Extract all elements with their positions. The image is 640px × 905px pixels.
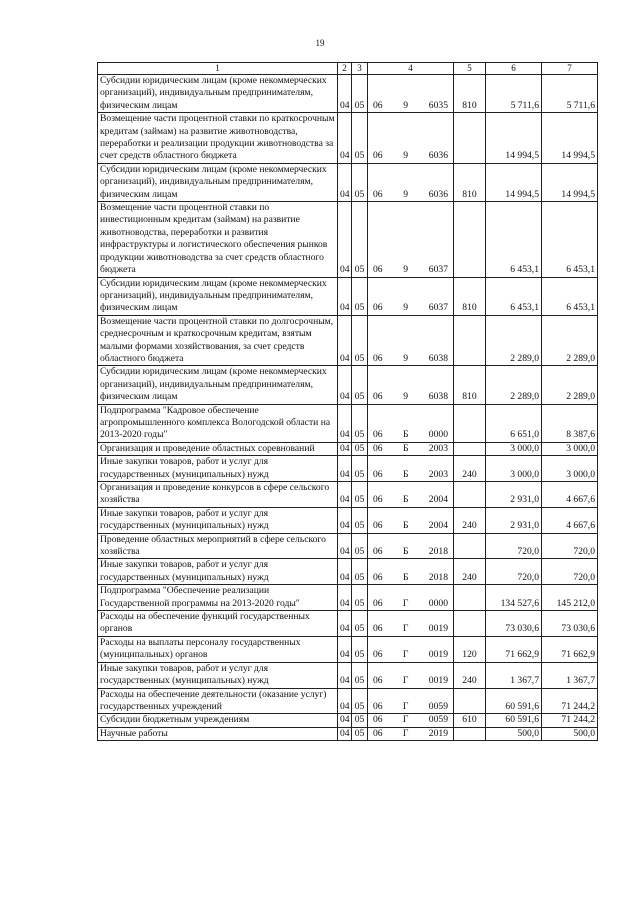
target-article-part: 06 bbox=[373, 675, 383, 687]
section-code-cell: 04 bbox=[338, 714, 352, 727]
expense-name-cell: Иные закупки товаров, работ и услуг для государственных (муниципальных) нужд bbox=[98, 456, 338, 482]
target-article-cell bbox=[368, 75, 454, 113]
section-code-cell: 04 bbox=[338, 456, 352, 482]
table-row bbox=[98, 585, 598, 611]
table-body bbox=[98, 75, 598, 741]
amount-2014-cell: 2 931,0 bbox=[486, 507, 542, 533]
target-article-code bbox=[370, 443, 451, 455]
target-article-part: 0019 bbox=[428, 623, 448, 635]
expense-name-cell: Подпрограмма "Кадровое обеспечение агропромышленного комплекса Вологодской области на 2013-2020 годы" bbox=[98, 404, 338, 442]
target-article-code bbox=[370, 701, 451, 713]
column-header: 7 bbox=[542, 63, 598, 75]
target-article-cell bbox=[368, 714, 454, 727]
target-article-code bbox=[370, 302, 451, 314]
table-row bbox=[98, 163, 598, 201]
target-article-code bbox=[370, 353, 451, 365]
target-article-part: 2003 bbox=[428, 442, 448, 454]
table-row bbox=[98, 277, 598, 315]
target-article-part: 6037 bbox=[428, 264, 448, 276]
table-row bbox=[98, 315, 598, 366]
target-article-part: 9 bbox=[403, 188, 409, 200]
target-article-part: 06 bbox=[373, 468, 383, 480]
amount-2014-cell: 500,0 bbox=[486, 727, 542, 740]
target-article-part: Г bbox=[402, 675, 409, 687]
target-article-part: 06 bbox=[373, 623, 383, 635]
target-article-part: 06 bbox=[373, 727, 383, 739]
target-article-part: Г bbox=[402, 597, 409, 609]
target-article-part: 9 bbox=[403, 302, 409, 314]
column-header: 4 bbox=[368, 63, 454, 75]
expense-name-cell: Субсидии юридическим лицам (кроме некоммерческих организаций), индивидуальным предпринимателям, физическим лицам bbox=[98, 75, 338, 113]
target-article-part: 06 bbox=[373, 597, 383, 609]
section-code-cell: 04 bbox=[338, 75, 352, 113]
expense-type-cell bbox=[454, 611, 486, 637]
expense-name-cell: Иные закупки товаров, работ и услуг для государственных (муниципальных) нужд bbox=[98, 559, 338, 585]
amount-2015-cell: 14 994,5 bbox=[542, 113, 598, 164]
amount-2015-cell: 500,0 bbox=[542, 727, 598, 740]
amount-2014-cell: 6 453,1 bbox=[486, 202, 542, 277]
amount-2015-cell: 6 453,1 bbox=[542, 202, 598, 277]
target-article-code bbox=[370, 264, 451, 276]
expense-name-cell: Возмещение части процентной ставки по инвестиционным кредитам (займам) на развитие животноводства, переработки и развития инфраструктуры и логистического обеспечения рынков продукции животноводства за счет средств областного бюджета bbox=[98, 202, 338, 277]
amount-2015-cell: 720,0 bbox=[542, 533, 598, 559]
target-article-part: 06 bbox=[373, 571, 383, 583]
amount-2015-cell: 2 289,0 bbox=[542, 366, 598, 404]
target-article-code bbox=[370, 572, 451, 584]
target-article-part: 9 bbox=[403, 391, 409, 403]
expense-name-cell: Субсидии юридическим лицам (кроме некоммерческих организаций), индивидуальным предпринимателям, физическим лицам bbox=[98, 366, 338, 404]
subsection-code-cell: 05 bbox=[352, 113, 368, 164]
section-code-cell: 04 bbox=[338, 366, 352, 404]
amount-2014-cell: 2 931,0 bbox=[486, 482, 542, 508]
target-article-code bbox=[370, 391, 451, 403]
target-article-part: 6036 bbox=[428, 150, 448, 162]
target-article-code bbox=[370, 150, 451, 162]
section-code-cell: 04 bbox=[338, 113, 352, 164]
expense-name-cell: Возмещение части процентной ставки по долгосрочным, среднесрочным и краткосрочным кредитам, взятым малыми формами хозяйствования, за счет средств областного бюджета bbox=[98, 315, 338, 366]
target-article-code bbox=[370, 728, 451, 740]
amount-2015-cell: 1 367,7 bbox=[542, 662, 598, 688]
target-article-part: 06 bbox=[373, 188, 383, 200]
target-article-code bbox=[370, 494, 451, 506]
expense-type-cell: 810 bbox=[454, 75, 486, 113]
table-row bbox=[98, 75, 598, 113]
target-article-part: 2004 bbox=[428, 520, 448, 532]
expense-name-cell: Субсидии бюджетным учреждениям bbox=[98, 714, 338, 727]
subsection-code-cell: 05 bbox=[352, 482, 368, 508]
expense-type-cell: 610 bbox=[454, 714, 486, 727]
target-article-part: 2019 bbox=[428, 727, 448, 739]
table-row bbox=[98, 714, 598, 727]
amount-2015-cell: 8 387,6 bbox=[542, 404, 598, 442]
target-article-part: 6038 bbox=[428, 352, 448, 364]
amount-2015-cell: 6 453,1 bbox=[542, 277, 598, 315]
subsection-code-cell: 05 bbox=[352, 611, 368, 637]
column-header: 3 bbox=[352, 63, 368, 75]
table-row bbox=[98, 456, 598, 482]
subsection-code-cell: 05 bbox=[352, 315, 368, 366]
amount-2015-cell: 4 667,6 bbox=[542, 507, 598, 533]
target-article-part: 06 bbox=[373, 649, 383, 661]
amount-2014-cell: 2 289,0 bbox=[486, 366, 542, 404]
target-article-part: 06 bbox=[373, 546, 383, 558]
target-article-cell bbox=[368, 611, 454, 637]
amount-2014-cell: 73 030,6 bbox=[486, 611, 542, 637]
target-article-part: 9 bbox=[403, 352, 409, 364]
target-article-part: 2018 bbox=[428, 546, 448, 558]
table-row bbox=[98, 482, 598, 508]
target-article-code bbox=[370, 623, 451, 635]
target-article-cell bbox=[368, 442, 454, 455]
target-article-part: Г bbox=[402, 714, 409, 726]
subsection-code-cell: 05 bbox=[352, 727, 368, 740]
expense-name-cell: Научные работы bbox=[98, 727, 338, 740]
section-code-cell: 04 bbox=[338, 202, 352, 277]
amount-2014-cell: 6 651,0 bbox=[486, 404, 542, 442]
column-header: 2 bbox=[338, 63, 352, 75]
expense-type-cell: 120 bbox=[454, 636, 486, 662]
subsection-code-cell: 05 bbox=[352, 688, 368, 714]
amount-2014-cell: 134 527,6 bbox=[486, 585, 542, 611]
subsection-code-cell: 05 bbox=[352, 75, 368, 113]
expense-type-cell bbox=[454, 533, 486, 559]
subsection-code-cell: 05 bbox=[352, 442, 368, 455]
target-article-cell bbox=[368, 727, 454, 740]
target-article-part: 06 bbox=[373, 442, 383, 454]
target-article-part: 06 bbox=[373, 264, 383, 276]
expense-type-cell bbox=[454, 404, 486, 442]
target-article-part: 9 bbox=[403, 264, 409, 276]
section-code-cell: 04 bbox=[338, 533, 352, 559]
expense-name-cell: Субсидии юридическим лицам (кроме некоммерческих организаций), индивидуальным предпринимателям, физическим лицам bbox=[98, 277, 338, 315]
expense-type-cell bbox=[454, 113, 486, 164]
expense-name-cell: Расходы на обеспечение функций государственных органов bbox=[98, 611, 338, 637]
table-row bbox=[98, 404, 598, 442]
target-article-cell bbox=[368, 315, 454, 366]
target-article-part: 06 bbox=[373, 494, 383, 506]
target-article-part: 0059 bbox=[428, 700, 448, 712]
subsection-code-cell: 05 bbox=[352, 277, 368, 315]
subsection-code-cell: 05 bbox=[352, 585, 368, 611]
section-code-cell: 04 bbox=[338, 482, 352, 508]
table-row bbox=[98, 202, 598, 277]
target-article-part: Б bbox=[402, 442, 409, 454]
subsection-code-cell: 05 bbox=[352, 163, 368, 201]
target-article-part: 9 bbox=[403, 99, 409, 111]
target-article-part: Б bbox=[402, 429, 409, 441]
amount-2014-cell: 5 711,6 bbox=[486, 75, 542, 113]
amount-2015-cell: 14 994,5 bbox=[542, 163, 598, 201]
target-article-part: 06 bbox=[373, 429, 383, 441]
target-article-cell bbox=[368, 202, 454, 277]
target-article-cell bbox=[368, 662, 454, 688]
target-article-part: 0000 bbox=[428, 429, 448, 441]
section-code-cell: 04 bbox=[338, 727, 352, 740]
target-article-part: 06 bbox=[373, 150, 383, 162]
table-row bbox=[98, 611, 598, 637]
amount-2015-cell: 73 030,6 bbox=[542, 611, 598, 637]
target-article-part: 06 bbox=[373, 714, 383, 726]
table-row bbox=[98, 366, 598, 404]
expense-name-cell: Расходы на обеспечение деятельности (оказание услуг) государственных учреждений bbox=[98, 688, 338, 714]
target-article-part: 0019 bbox=[428, 649, 448, 661]
amount-2014-cell: 71 662,9 bbox=[486, 636, 542, 662]
table-row bbox=[98, 662, 598, 688]
expense-type-cell: 240 bbox=[454, 507, 486, 533]
amount-2014-cell: 3 000,0 bbox=[486, 456, 542, 482]
amount-2015-cell: 145 212,0 bbox=[542, 585, 598, 611]
target-article-code bbox=[370, 189, 451, 201]
section-code-cell: 04 bbox=[338, 442, 352, 455]
target-article-cell bbox=[368, 636, 454, 662]
amount-2014-cell: 60 591,6 bbox=[486, 688, 542, 714]
amount-2015-cell: 3 000,0 bbox=[542, 442, 598, 455]
expense-name-cell: Субсидии юридическим лицам (кроме некоммерческих организаций), индивидуальным предпринимателям, физическим лицам bbox=[98, 163, 338, 201]
target-article-part: 0059 bbox=[428, 714, 448, 726]
subsection-code-cell: 05 bbox=[352, 507, 368, 533]
section-code-cell: 04 bbox=[338, 277, 352, 315]
amount-2014-cell: 14 994,5 bbox=[486, 113, 542, 164]
target-article-part: Б bbox=[402, 546, 409, 558]
expense-type-cell bbox=[454, 442, 486, 455]
section-code-cell: 04 bbox=[338, 585, 352, 611]
table-row bbox=[98, 507, 598, 533]
table-row bbox=[98, 727, 598, 740]
target-article-part: Б bbox=[402, 494, 409, 506]
target-article-part: 2018 bbox=[428, 571, 448, 583]
expense-name-cell: Организация и проведение областных соревнований bbox=[98, 442, 338, 455]
expense-type-cell bbox=[454, 585, 486, 611]
table-row bbox=[98, 559, 598, 585]
target-article-cell bbox=[368, 507, 454, 533]
target-article-cell bbox=[368, 277, 454, 315]
subsection-code-cell: 05 bbox=[352, 662, 368, 688]
column-header: 5 bbox=[454, 63, 486, 75]
target-article-code bbox=[370, 675, 451, 687]
subsection-code-cell: 05 bbox=[352, 366, 368, 404]
target-article-cell bbox=[368, 482, 454, 508]
expense-name-cell: Возмещение части процентной ставки по краткосрочным кредитам (займам) на развитие животноводства, переработки и реализации продукции животноводства за счет средств областного бюджета bbox=[98, 113, 338, 164]
target-article-cell bbox=[368, 404, 454, 442]
page-number: 19 bbox=[315, 38, 325, 48]
amount-2014-cell: 1 367,7 bbox=[486, 662, 542, 688]
target-article-part: 06 bbox=[373, 99, 383, 111]
target-article-cell bbox=[368, 688, 454, 714]
amount-2015-cell: 5 711,6 bbox=[542, 75, 598, 113]
target-article-cell bbox=[368, 559, 454, 585]
target-article-part: 06 bbox=[373, 391, 383, 403]
table-row bbox=[98, 636, 598, 662]
section-code-cell: 04 bbox=[338, 315, 352, 366]
section-code-cell: 04 bbox=[338, 611, 352, 637]
section-code-cell: 04 bbox=[338, 404, 352, 442]
target-article-code bbox=[370, 469, 451, 481]
target-article-part: Б bbox=[402, 571, 409, 583]
expense-name-cell: Иные закупки товаров, работ и услуг для государственных (муниципальных) нужд bbox=[98, 507, 338, 533]
target-article-code bbox=[370, 649, 451, 661]
target-article-part: 6036 bbox=[428, 188, 448, 200]
target-article-code bbox=[370, 429, 451, 441]
target-article-part: 2004 bbox=[428, 494, 448, 506]
expense-type-cell: 810 bbox=[454, 366, 486, 404]
section-code-cell: 04 bbox=[338, 662, 352, 688]
column-header: 6 bbox=[486, 63, 542, 75]
column-header: 1 bbox=[98, 63, 338, 75]
header-row bbox=[98, 63, 598, 75]
amount-2015-cell: 71 662,9 bbox=[542, 636, 598, 662]
target-article-code bbox=[370, 714, 451, 726]
subsection-code-cell: 05 bbox=[352, 559, 368, 585]
amount-2015-cell: 4 667,6 bbox=[542, 482, 598, 508]
section-code-cell: 04 bbox=[338, 163, 352, 201]
table-row bbox=[98, 442, 598, 455]
target-article-part: 6038 bbox=[428, 391, 448, 403]
subsection-code-cell: 05 bbox=[352, 533, 368, 559]
amount-2015-cell: 3 000,0 bbox=[542, 456, 598, 482]
amount-2015-cell: 71 244,2 bbox=[542, 688, 598, 714]
subsection-code-cell: 05 bbox=[352, 714, 368, 727]
expense-name-cell: Организация и проведение конкурсов в сфере сельского хозяйства bbox=[98, 482, 338, 508]
target-article-part: Г bbox=[402, 727, 409, 739]
section-code-cell: 04 bbox=[338, 688, 352, 714]
amount-2014-cell: 2 289,0 bbox=[486, 315, 542, 366]
amount-2014-cell: 6 453,1 bbox=[486, 277, 542, 315]
section-code-cell: 04 bbox=[338, 507, 352, 533]
amount-2014-cell: 720,0 bbox=[486, 559, 542, 585]
amount-2015-cell: 2 289,0 bbox=[542, 315, 598, 366]
budget-table bbox=[97, 62, 598, 741]
target-article-part: Г bbox=[402, 700, 409, 712]
target-article-part: 6037 bbox=[428, 302, 448, 314]
subsection-code-cell: 05 bbox=[352, 456, 368, 482]
expense-type-cell: 240 bbox=[454, 662, 486, 688]
target-article-part: 0019 bbox=[428, 675, 448, 687]
expense-name-cell: Расходы на выплаты персоналу государственных (муниципальных) органов bbox=[98, 636, 338, 662]
amount-2014-cell: 60 591,6 bbox=[486, 714, 542, 727]
subsection-code-cell: 05 bbox=[352, 202, 368, 277]
expense-name-cell: Подпрограмма "Обеспечение реализации Государственной программы на 2013-2020 годы" bbox=[98, 585, 338, 611]
expense-name-cell: Иные закупки товаров, работ и услуг для государственных (муниципальных) нужд bbox=[98, 662, 338, 688]
section-code-cell: 04 bbox=[338, 559, 352, 585]
expense-type-cell: 240 bbox=[454, 456, 486, 482]
expense-type-cell bbox=[454, 482, 486, 508]
target-article-cell bbox=[368, 533, 454, 559]
amount-2015-cell: 720,0 bbox=[542, 559, 598, 585]
target-article-part: 06 bbox=[373, 302, 383, 314]
target-article-part: Б bbox=[402, 468, 409, 480]
amount-2014-cell: 14 994,5 bbox=[486, 163, 542, 201]
section-code-cell: 04 bbox=[338, 636, 352, 662]
target-article-part: 06 bbox=[373, 700, 383, 712]
target-article-code bbox=[370, 546, 451, 558]
expense-type-cell: 810 bbox=[454, 277, 486, 315]
target-article-part: Б bbox=[402, 520, 409, 532]
amount-2014-cell: 3 000,0 bbox=[486, 442, 542, 455]
expense-type-cell bbox=[454, 727, 486, 740]
amount-2015-cell: 71 244,2 bbox=[542, 714, 598, 727]
table-row bbox=[98, 533, 598, 559]
target-article-code bbox=[370, 598, 451, 610]
subsection-code-cell: 05 bbox=[352, 404, 368, 442]
target-article-cell bbox=[368, 366, 454, 404]
target-article-cell bbox=[368, 585, 454, 611]
expense-type-cell bbox=[454, 315, 486, 366]
expense-type-cell bbox=[454, 202, 486, 277]
target-article-part: Г bbox=[402, 623, 409, 635]
expense-type-cell: 240 bbox=[454, 559, 486, 585]
expense-type-cell bbox=[454, 688, 486, 714]
target-article-part: 2003 bbox=[428, 468, 448, 480]
target-article-part: 06 bbox=[373, 352, 383, 364]
amount-2014-cell: 720,0 bbox=[486, 533, 542, 559]
target-article-code bbox=[370, 520, 451, 532]
target-article-cell bbox=[368, 113, 454, 164]
target-article-cell bbox=[368, 456, 454, 482]
target-article-part: 6035 bbox=[428, 99, 448, 111]
expense-name-cell: Проведение областных мероприятий в сфере сельского хозяйства bbox=[98, 533, 338, 559]
target-article-cell bbox=[368, 163, 454, 201]
table-row bbox=[98, 113, 598, 164]
target-article-part: 9 bbox=[403, 150, 409, 162]
subsection-code-cell: 05 bbox=[352, 636, 368, 662]
target-article-part: Г bbox=[402, 649, 409, 661]
target-article-part: 06 bbox=[373, 520, 383, 532]
expense-type-cell: 810 bbox=[454, 163, 486, 201]
target-article-code bbox=[370, 100, 451, 112]
table-row bbox=[98, 688, 598, 714]
target-article-part: 0000 bbox=[428, 597, 448, 609]
